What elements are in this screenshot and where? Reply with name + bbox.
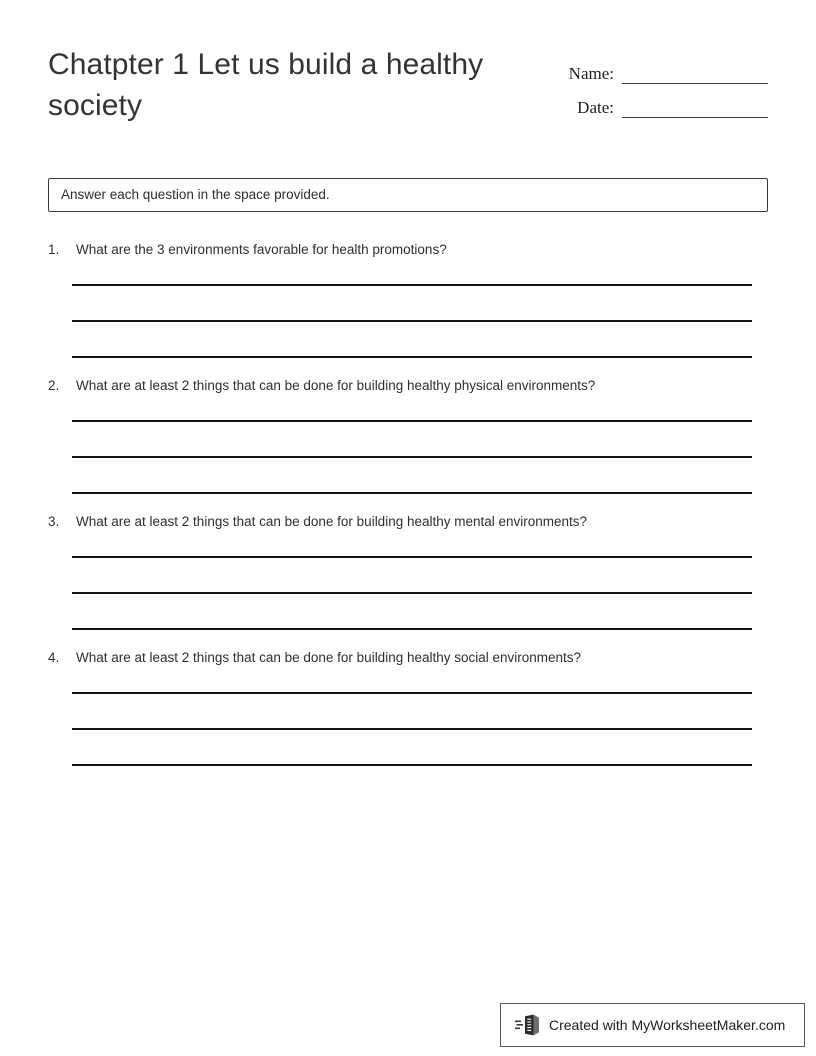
answer-lines-group xyxy=(72,692,768,766)
answer-lines-group xyxy=(72,284,768,358)
question-heading xyxy=(48,513,768,537)
answer-line[interactable] xyxy=(72,692,752,694)
badge-text: Created with MyWorksheetMaker.com xyxy=(549,1016,786,1033)
date-field-row xyxy=(560,84,768,118)
question-heading xyxy=(48,241,768,265)
created-with-badge[interactable] xyxy=(500,1003,805,1047)
answer-lines-group xyxy=(72,556,768,630)
answer-line[interactable] xyxy=(72,728,752,730)
answer-line[interactable] xyxy=(72,592,752,594)
answer-line[interactable] xyxy=(72,764,752,766)
question-number: 4. xyxy=(48,650,60,665)
answer-line[interactable] xyxy=(72,556,752,558)
page-header xyxy=(48,44,768,140)
date-label: Date: xyxy=(577,98,614,117)
question-number: 1. xyxy=(48,242,60,257)
instruction-text: Answer each question in the space provided. xyxy=(61,187,330,202)
answer-line[interactable] xyxy=(72,492,752,494)
question-number: 2. xyxy=(48,378,60,393)
question-text: What are at least 2 things that can be done for building healthy social environments? xyxy=(76,650,582,665)
questions-list xyxy=(48,241,768,785)
name-date-fields xyxy=(560,50,768,118)
answer-line[interactable] xyxy=(72,356,752,358)
name-field-row xyxy=(560,50,768,84)
question-text: What are at least 2 things that can be done for building healthy physical environments? xyxy=(76,378,596,393)
question-block xyxy=(48,241,768,358)
answer-lines-group xyxy=(72,420,768,494)
question-text: What are the 3 environments favorable for health promotions? xyxy=(76,242,447,257)
instruction-box xyxy=(48,178,768,212)
name-label: Name: xyxy=(568,64,614,83)
page-title: Chatpter 1 Let us build a healthy society xyxy=(48,48,484,122)
name-input-line[interactable] xyxy=(622,64,768,84)
question-number: 3. xyxy=(48,514,60,529)
answer-line[interactable] xyxy=(72,420,752,422)
question-block xyxy=(48,513,768,630)
answer-line[interactable] xyxy=(72,628,752,630)
answer-line[interactable] xyxy=(72,284,752,286)
question-block xyxy=(48,649,768,766)
question-text: What are at least 2 things that can be done for building healthy mental environments? xyxy=(76,514,588,529)
question-heading xyxy=(48,649,768,673)
answer-line[interactable] xyxy=(72,320,752,322)
date-input-line[interactable] xyxy=(622,98,768,118)
worksheet-maker-logo-icon xyxy=(515,1014,541,1036)
answer-line[interactable] xyxy=(72,456,752,458)
question-block xyxy=(48,377,768,494)
question-heading xyxy=(48,377,768,401)
